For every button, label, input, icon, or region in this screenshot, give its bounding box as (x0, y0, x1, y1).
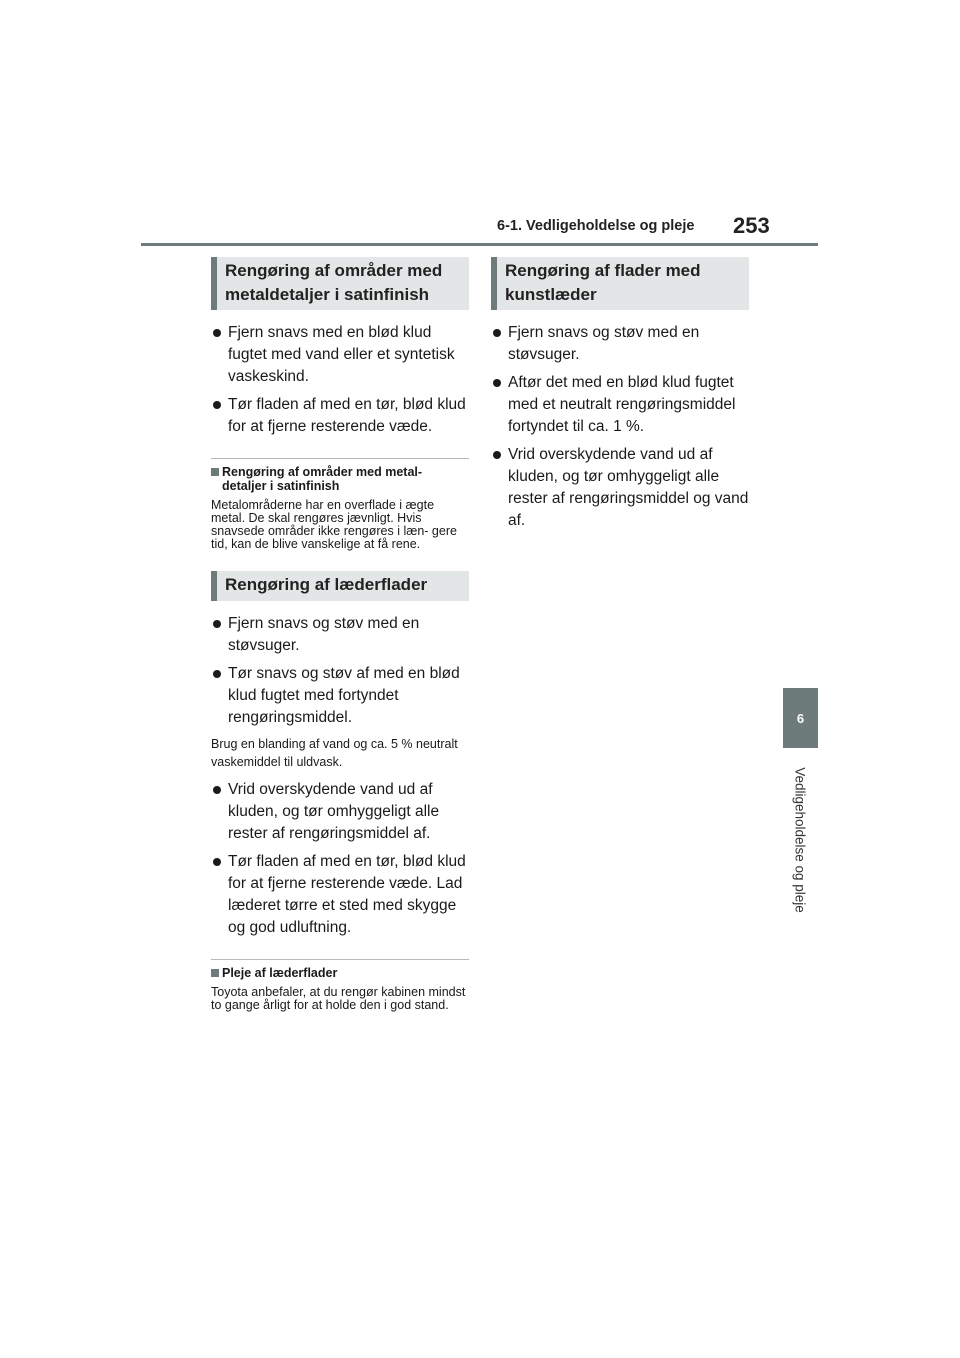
square-bullet-icon (211, 468, 219, 476)
list-item (211, 322, 469, 388)
left-column (211, 257, 469, 1012)
bullet-icon (213, 620, 221, 628)
section-title-synthetic-leather (491, 257, 749, 310)
list-item (491, 322, 749, 366)
list-item (211, 394, 469, 438)
bullet-list (211, 613, 469, 729)
bullet-list (491, 322, 749, 532)
note-text: Brug en blanding af vand og ca. 5 % neutralt vaskemiddel til uldvask. (211, 737, 458, 769)
list-item (211, 663, 469, 729)
bullet-icon (493, 379, 501, 387)
section-title-line: Rengøring af flader med (505, 261, 701, 280)
chapter-tab (783, 688, 818, 748)
chapter-label: Vedligeholdelse og pleje (792, 767, 808, 913)
bullet-icon (213, 670, 221, 678)
bullet-icon (213, 786, 221, 794)
list-item-text: Vrid overskydende vand ud af kluden, og tør omhyggeligt alle rester af rengøringsmiddel af. (228, 781, 440, 842)
bullet-icon (213, 329, 221, 337)
section-title-leather (211, 571, 469, 601)
list-item-text: Tør fladen af med en tør, blød klud for at fjerne resterende væde. Lad læderet tørre et sted med skygge og god udluftning. (228, 853, 466, 936)
info-box-metal (211, 458, 469, 551)
right-column (491, 257, 749, 538)
list-item (211, 779, 469, 845)
list-item-text: Fjern snavs og støv med en støvsuger. (508, 324, 700, 363)
list-item-text: Tør fladen af med en tør, blød klud for at fjerne resterende væde. (228, 396, 466, 435)
bullet-icon (213, 401, 221, 409)
list-item (211, 613, 469, 657)
info-heading-text: Rengøring af områder med metal- detaljer i satinfinish (222, 465, 423, 493)
list-item-text: Aftør det med en blød klud fugtet med et neutralt rengøringsmiddel fortyndet til ca. 1 %. (508, 374, 736, 435)
info-heading (211, 465, 469, 493)
list-item (491, 372, 749, 438)
chapter-number: 6 (796, 710, 805, 726)
section-header: 6-1. Vedligeholdelse og pleje (497, 218, 695, 234)
info-box-leather (211, 959, 469, 1012)
bullet-list (211, 322, 469, 438)
page-number: 253 (733, 213, 770, 238)
list-item-text: Tør snavs og støv af med en blød klud fugtet med fortyndet rengøringsmiddel. (228, 665, 460, 726)
bullet-icon (213, 858, 221, 866)
list-item-text: Vrid overskydende vand ud af kluden, og tør omhyggeligt alle rester af rengøringsmiddel og vand af. (508, 446, 749, 529)
info-body: Toyota anbefaler, at du rengør kabinen mindst to gange årligt for at holde den i god stand. (211, 985, 466, 1012)
list-item (491, 444, 749, 532)
list-item-text: Fjern snavs og støv med en støvsuger. (228, 615, 420, 654)
header-divider (141, 243, 818, 246)
section-title-line: kunstlæder (505, 285, 597, 304)
info-heading-text: Pleje af læderflader (222, 966, 338, 980)
square-bullet-icon (211, 969, 219, 977)
bullet-icon (493, 329, 501, 337)
section-title-line: Rengøring af områder med (225, 261, 443, 280)
bullet-list (211, 779, 469, 939)
bullet-icon (493, 451, 501, 459)
list-item (211, 851, 469, 939)
info-heading (211, 966, 469, 980)
section-title-metal (211, 257, 469, 310)
section-title-line: Rengøring af læderflader (225, 575, 428, 594)
section-title-line: metaldetaljer i satinfinish (225, 285, 430, 304)
list-item-text: Fjern snavs med en blød klud fugtet med vand eller et syntetisk vaskeskind. (228, 324, 455, 385)
info-body: Metalområderne har en overflade i ægte metal. De skal rengøres jævnligt. Hvis snavsede områder ikke rengøres i læn- gere tid, kan de blive vanskelige at få rene. (211, 498, 457, 551)
